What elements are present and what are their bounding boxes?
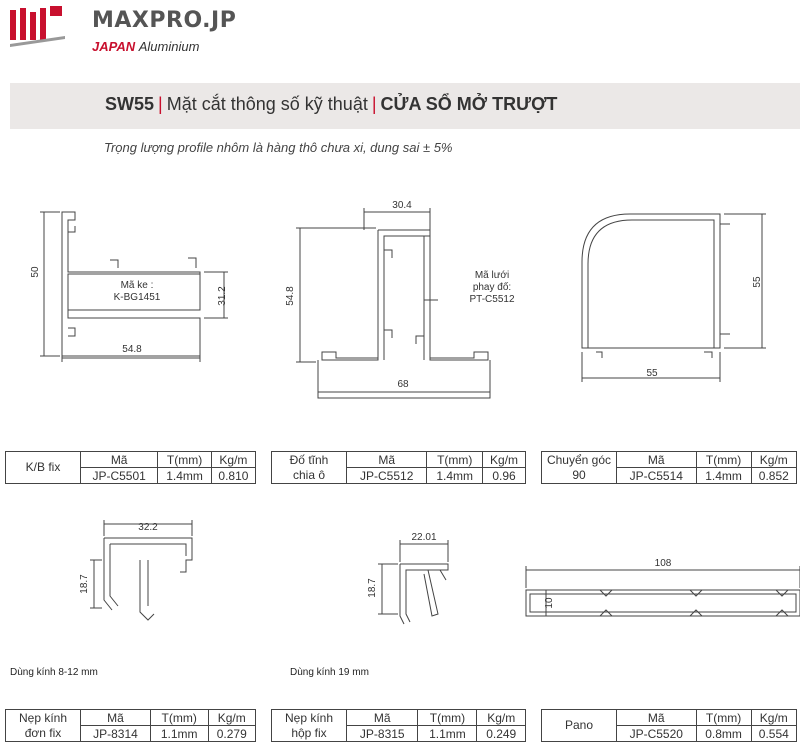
spec-code: JP-8315 bbox=[347, 726, 418, 742]
weight-note: Trọng lượng profile nhôm là hàng thô chưa xi, dung sai ± 5% bbox=[104, 140, 453, 155]
spec-name-cell bbox=[6, 452, 81, 484]
spec-thickness: 0.8mm bbox=[696, 726, 751, 742]
spec-name: Pano bbox=[564, 718, 594, 732]
spec-name-line1: Nẹp kính bbox=[18, 710, 68, 725]
spec-weight: 0.96 bbox=[483, 468, 526, 484]
kb-label-line1: Mã ke : bbox=[120, 280, 154, 291]
spec-name-line2: 90 bbox=[572, 467, 586, 482]
col-ma: Mã bbox=[81, 452, 158, 468]
dim-d5-height: 18.7 bbox=[367, 578, 378, 598]
dim-d1-side: 31.2 bbox=[217, 286, 228, 306]
spec-name-line1: Đố tĩnh bbox=[289, 452, 329, 467]
dim-d4-top: 32.2 bbox=[138, 522, 158, 533]
dim-d5-top: 22.01 bbox=[411, 532, 437, 543]
kb-label bbox=[100, 280, 174, 304]
dim-d1-width: 54.8 bbox=[122, 344, 142, 355]
dim-d3-width: 55 bbox=[646, 368, 658, 379]
tagline-aluminium: Aluminium bbox=[138, 39, 200, 54]
luoi-label-line3: PT-C5512 bbox=[469, 294, 515, 305]
spec-table-chuyen-goc bbox=[541, 451, 797, 484]
luoi-label-line1: Mã lưới bbox=[474, 270, 510, 281]
col-kg: Kg/m bbox=[483, 452, 526, 468]
spec-code: JP-C5520 bbox=[617, 726, 697, 742]
spec-name: K/B fix bbox=[25, 460, 61, 474]
spec-table-do-tinh bbox=[271, 451, 526, 484]
dim-d4-height: 18.7 bbox=[79, 574, 90, 594]
spec-code: JP-C5514 bbox=[617, 468, 697, 484]
dim-d6-height: 10 bbox=[544, 597, 555, 609]
col-kg: Kg/m bbox=[211, 452, 255, 468]
dim-d1-height: 50 bbox=[30, 266, 41, 278]
dim-d2-width: 68 bbox=[397, 379, 409, 390]
col-t: T(mm) bbox=[696, 452, 751, 468]
spec-table-nep-hop bbox=[271, 709, 526, 742]
spec-code: JP-8314 bbox=[81, 726, 151, 742]
spec-weight: 0.249 bbox=[477, 726, 526, 742]
spec-code: JP-C5501 bbox=[81, 468, 158, 484]
spec-thickness: 1.4mm bbox=[696, 468, 751, 484]
spec-name-line2: chia ô bbox=[292, 467, 326, 482]
spec-name-cell bbox=[272, 452, 347, 484]
spec-table-nep-don bbox=[5, 709, 256, 742]
profile-drawing-nep-hop bbox=[378, 540, 448, 624]
spec-name-line2: đơn fix bbox=[24, 725, 62, 740]
dim-d6-top: 108 bbox=[654, 558, 672, 569]
luoi-label-line2: phay đố: bbox=[472, 282, 512, 293]
spec-thickness: 1.1mm bbox=[150, 726, 208, 742]
caption-glass-8-12: Dùng kính 8-12 mm bbox=[10, 667, 98, 678]
col-t: T(mm) bbox=[418, 710, 477, 726]
col-ma: Mã bbox=[617, 710, 697, 726]
col-kg: Kg/m bbox=[751, 452, 796, 468]
dim-d2-height: 54.8 bbox=[285, 286, 296, 306]
spec-name-cell bbox=[542, 710, 617, 742]
product-name: CỬA SỔ MỞ TRƯỢT bbox=[380, 94, 558, 114]
spec-thickness: 1.4mm bbox=[427, 468, 483, 484]
col-ma: Mã bbox=[347, 710, 418, 726]
profile-drawing-chuyen-goc bbox=[582, 214, 766, 382]
brand-name: MAXPRO.JP bbox=[92, 8, 237, 33]
kb-label-line2: K-BG1451 bbox=[113, 292, 161, 303]
spec-table-kb-fix bbox=[5, 451, 256, 484]
spec-weight: 0.279 bbox=[208, 726, 255, 742]
caption-glass-19: Dùng kính 19 mm bbox=[290, 667, 369, 678]
col-ma: Mã bbox=[617, 452, 697, 468]
spec-weight: 0.810 bbox=[211, 468, 255, 484]
col-kg: Kg/m bbox=[208, 710, 255, 726]
spec-weight: 0.852 bbox=[751, 468, 796, 484]
luoi-label bbox=[452, 270, 532, 306]
col-t: T(mm) bbox=[158, 452, 212, 468]
title-subtitle: Mặt cắt thông số kỹ thuật bbox=[166, 94, 368, 114]
profile-drawing-nep-don bbox=[90, 520, 192, 620]
series-code: SW55 bbox=[105, 94, 155, 114]
spec-name-line1: Chuyển góc bbox=[546, 452, 612, 467]
spec-name-line2: hộp fix bbox=[291, 725, 327, 740]
col-t: T(mm) bbox=[150, 710, 208, 726]
tagline-japan: JAPAN bbox=[92, 39, 136, 54]
col-ma: Mã bbox=[81, 710, 151, 726]
spec-thickness: 1.4mm bbox=[158, 468, 212, 484]
spec-name-cell bbox=[542, 452, 617, 484]
spec-weight: 0.554 bbox=[751, 726, 796, 742]
dim-d2-top: 30.4 bbox=[392, 200, 412, 211]
spec-name-cell bbox=[6, 710, 81, 742]
dim-d3-height: 55 bbox=[752, 276, 763, 288]
spec-code: JP-C5512 bbox=[347, 468, 427, 484]
col-kg: Kg/m bbox=[477, 710, 526, 726]
col-t: T(mm) bbox=[696, 710, 751, 726]
title-separator: | bbox=[158, 94, 163, 114]
spec-name-line1: Nẹp kính bbox=[284, 710, 334, 725]
profile-drawing-pano bbox=[526, 566, 800, 616]
spec-table-pano bbox=[541, 709, 797, 742]
spec-name-cell bbox=[272, 710, 347, 742]
col-t: T(mm) bbox=[427, 452, 483, 468]
spec-thickness: 1.1mm bbox=[418, 726, 477, 742]
col-ma: Mã bbox=[347, 452, 427, 468]
title-separator: | bbox=[371, 94, 377, 114]
col-kg: Kg/m bbox=[751, 710, 796, 726]
